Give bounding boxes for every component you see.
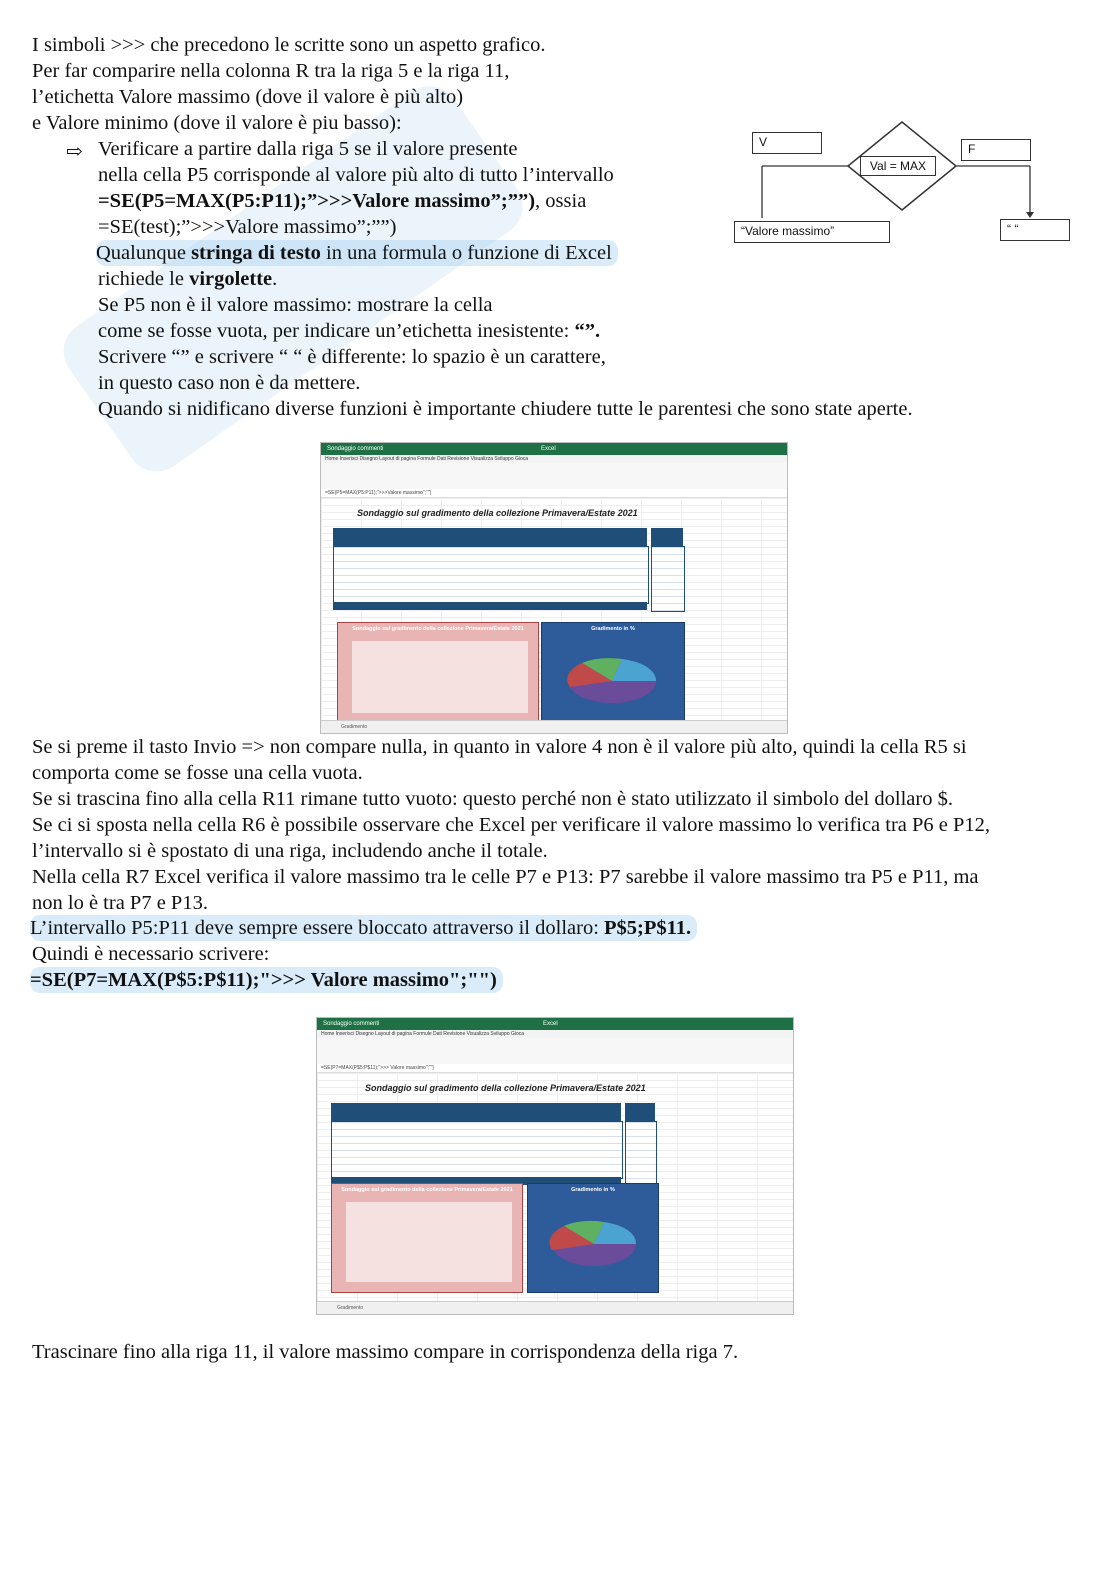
excel-sheet-2 (317, 1073, 793, 1302)
formula-1: =SE(P5=MAX(P5:P11);”>>>Valore massimo”;””) (98, 190, 536, 212)
table-body (333, 546, 649, 604)
bullet-line-6-b: virgolette (189, 268, 273, 290)
excel-sheet (321, 498, 787, 721)
excel-screenshot-2 (316, 1017, 794, 1315)
bullet-line-6-c: . (272, 268, 278, 290)
bullet-line-9: Scrivere “” e scrivere “ “ è differente: lo spazio è un carattere, (98, 346, 606, 368)
middle-line-5: l’intervallo si è spostato di una riga, includendo anche il totale. (32, 840, 548, 862)
excel-ribbon-2 (317, 1038, 793, 1065)
intro-line-4: e Valore minimo (dove il valore è piu basso): (32, 112, 402, 134)
sheet-title-2: Sondaggio sul gradimento della collezione Primavera/Estate 2021 (365, 1083, 646, 1093)
flowchart-true-output: “Valore massimo” (734, 221, 890, 243)
bullet-line-3 (98, 188, 586, 214)
bullet-line-6 (98, 266, 277, 292)
excel-titlebar: Sondaggio commenti Excel (321, 443, 787, 455)
excel-ribbon (321, 463, 787, 490)
flowchart-condition: Val = MAX (860, 156, 936, 176)
formula-2: =SE(P7=MAX(P$5:P$11);">>> Valore massimo";"") (30, 967, 503, 993)
excel-status-bar-2: Gradimento (317, 1301, 793, 1314)
bullet-line-10: in questo caso non è da mettere. (98, 372, 361, 394)
bullet-line-11: Quando si nidificano diverse funzioni è importante chiudere tutte le parentesi che sono state aperte. (98, 398, 913, 420)
middle-line-4: Se ci si sposta nella cella R6 è possibile osservare che Excel per verificare il valore massimo lo verifica tra P6 e P12, (32, 814, 991, 836)
middle-line-2: comporta come se fosse una cella vuota. (32, 762, 363, 784)
excel-screenshot-1 (320, 442, 788, 734)
table-header (333, 528, 647, 546)
excel-formula-bar: =SE(P5=MAX(P5:P11);">>>Valore massimo";"") (321, 489, 787, 498)
bullet-line-8-a: come se fosse vuota, per indicare un’etichetta inesistente: (98, 320, 575, 342)
excel-menu: Home Inserisci Disegno Layout di pagina Formule Dati Revisione Visualizza Sviluppo Gioca (321, 455, 787, 463)
bullet-line-8 (98, 318, 600, 344)
middle-line-6: Nella cella R7 Excel verifica il valore massimo tra le celle P7 e P13: P7 sarebbe il valore massimo tra P5 e P11, ma (32, 866, 979, 888)
lock-line (30, 915, 697, 941)
focus-group-column-2 (625, 1121, 657, 1187)
pie-chart-2: Gradimento in % (527, 1183, 659, 1293)
intro-line-2: Per far comparire nella colonna R tra la riga 5 e la riga 11, (32, 60, 510, 82)
excel-menu-2: Home Inserisci Disegno Layout di pagina Formule Dati Revisione Visualizza Sviluppo Gioca (317, 1030, 793, 1038)
bullet-line-5-a: Qualunque (96, 242, 192, 264)
focus-group-column (651, 546, 685, 612)
excel-status-bar: Gradimento (321, 720, 787, 733)
bar-chart-2: Sondaggio sul gradimento della collezione Primavera/Estate 2021 (331, 1183, 523, 1293)
bullet-line-4: =SE(test);”>>>Valore massimo”;””) (98, 216, 397, 238)
focus-group-header-2 (625, 1103, 655, 1121)
focus-group-header (651, 528, 683, 546)
bullet-line-1: Verificare a partire dalla riga 5 se il valore presente (98, 138, 518, 160)
bar-chart-1: Sondaggio sul gradimento della collezione Primavera/Estate 2021 (337, 622, 539, 724)
bullet-line-8-b: “”. (574, 320, 601, 342)
flowchart-false-output: “ “ (1000, 219, 1070, 241)
table-total-row (333, 602, 647, 610)
lock-bold: P$5;P$11. (604, 917, 692, 939)
excel-titlebar-2: Sondaggio commenti Excel (317, 1018, 793, 1030)
quindi-line: Quindi è necessario scrivere: (32, 943, 270, 965)
flowchart-false-label: F (961, 139, 1031, 161)
bullet-line-7: Se P5 non è il valore massimo: mostrare la cella (98, 294, 493, 316)
middle-line-3: Se si trascina fino alla cella R11 rimane tutto vuoto: questo perché non è stato utilizzato il simbolo del dollaro $. (32, 788, 953, 810)
closing-line: Trascinare fino alla riga 11, il valore massimo compare in corrispondenza della riga 7. (32, 1341, 739, 1363)
intro-line-1: I simboli >>> che precedono le scritte sono un aspetto grafico. (32, 34, 546, 56)
intro-line-3: l’etichetta Valore massimo (dove il valore è più alto) (32, 86, 464, 108)
table-header-2 (331, 1103, 621, 1121)
middle-line-1: Se si preme il tasto Invio => non compare nulla, in quanto in valore 4 non è il valore più alto, quindi la cella R5 si (32, 736, 967, 758)
bullet-line-5-c: in una formula o funzione di Excel (320, 242, 612, 264)
bullet-line-5 (96, 240, 618, 266)
arrow-bullet-icon: ⇨ (66, 141, 83, 163)
bullet-line-2: nella cella P5 corrisponde al valore più alto di tutto l’intervallo (98, 164, 614, 186)
middle-line-7: non lo è tra P7 e P13. (32, 892, 208, 914)
bullet-line-6-a: richiede le (98, 268, 190, 290)
flowchart-true-label: V (752, 132, 822, 154)
pie-chart-1: Gradimento in % (541, 622, 685, 724)
bullet-line-5-b: stringa di testo (191, 242, 321, 264)
table-body-2 (331, 1121, 623, 1179)
lock-text: L’intervallo P5:P11 deve sempre essere bloccato attraverso il dollaro: (30, 917, 605, 939)
excel-formula-bar-2: =SE(P7=MAX(P$5:P$11);">>> Valore massimo";"") (317, 1064, 793, 1073)
sheet-title: Sondaggio sul gradimento della collezione Primavera/Estate 2021 (357, 508, 638, 518)
bullet-line-3-tail: , ossia (535, 190, 587, 212)
